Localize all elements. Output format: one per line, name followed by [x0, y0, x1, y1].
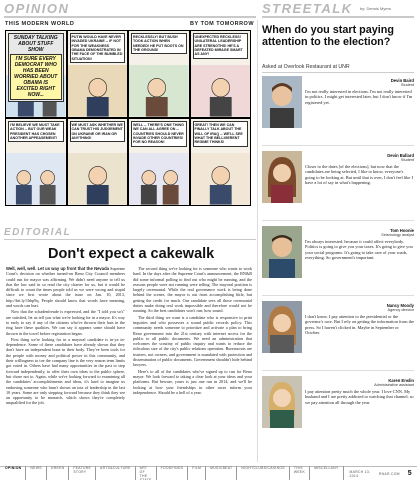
- comic-panel: [68, 31, 128, 117]
- editorial-label: EDITORIAL: [4, 227, 72, 238]
- comic-panel-art: [6, 153, 66, 205]
- footer-site[interactable]: RN&R.COM: [378, 471, 400, 476]
- comic-panel-caption: WELL -- THERE'S ONE THING WE CAN ALL AGREE ON -- COUNTRIES SHOULD NEVER INVADE OTHER COUNTRIES! FOR NO REASON!: [131, 121, 187, 147]
- footer-nav-item[interactable]: MISCELLANY: [310, 466, 343, 480]
- section-title-opinion: OPINION: [4, 1, 70, 16]
- footer-nav-item[interactable]: THIS WEEK: [290, 466, 310, 480]
- comic-banner: SUNDAY TALKING: [13, 35, 58, 41]
- footer-section-nav: [5, 466, 344, 480]
- streetalk-person: [262, 226, 414, 296]
- comic-panel: [68, 119, 128, 205]
- editorial-paragraph: Now that the schadenfreude is expressed, and the "I told you so's" are satisfied, let us tell you what we're looking for in a mayor. It's way to early to say if any of the citizens who've thrown their hats in the ring have these qualities. We can say it appears some should have thrown in the towel before registration began.: [6, 309, 125, 336]
- comic-panel: [129, 31, 189, 117]
- streetalk-location: Asked at Overlook Restaurant at UNR: [262, 64, 350, 70]
- section-title-streetalk: STREETALK: [262, 1, 353, 16]
- comic-panel-caption: GREAT! THEN WE CAN FINALLY TALK ABOUT THE WILL OF IRAQ -- WE'LL SEE WHAT THE BELLIGERENT REGIME THINKS!: [193, 121, 249, 147]
- comic-title: THIS MODERN WORLD: [5, 21, 75, 27]
- person-name: Nancy Moody: [386, 303, 414, 308]
- person-role: Student: [400, 158, 414, 162]
- person-photo: [262, 76, 302, 128]
- streetalk-question: When do you start paying attention to the election?: [262, 24, 394, 48]
- person-role: Agency director: [387, 308, 414, 312]
- person-quote: I don't know. I pay attention to the presidential or the governor's race. But I rely on getting the information from the press. So I haven't clicked in. Maybe in September or October.: [305, 314, 414, 336]
- person-name: Devin Baird: [390, 78, 414, 83]
- comic-panel: [191, 31, 251, 117]
- comic-strip: [5, 30, 251, 206]
- footer-nav-item[interactable]: GREEN: [47, 466, 70, 480]
- person-photo: [262, 226, 302, 278]
- footer-nav-item[interactable]: NIGHTCLUBS/CASINOS: [237, 466, 289, 480]
- comic-panel-art: [129, 153, 189, 205]
- comic-panel-caption: [8, 33, 64, 102]
- editorial-lead-in: Well, well, well. Let us way up front that the Nevada: [6, 266, 109, 271]
- comic-panel: [129, 119, 189, 205]
- streetalk-person: [262, 151, 414, 221]
- comic-caption-box: I'M SURE EVERY DEMOCRAT WHO HAS BEEN WORRIED ABOUT OBAMA IS EXCITED RIGHT NOW...: [10, 54, 62, 100]
- person-name: Tom Hoonie: [390, 228, 414, 233]
- comic-panel-caption: RECKLESSLY! BUT BUSH TOOK ACTION WHEN NEEDED! HE PUT BOOTS ON THE GROUND!: [131, 33, 187, 54]
- streetalk-person: [262, 76, 414, 146]
- editorial-paragraph: [6, 266, 125, 308]
- streetalk-byline: by: Dennis Myers: [360, 6, 391, 11]
- streetalk-head-rule: [262, 16, 414, 18]
- person-divider: [262, 370, 414, 371]
- streetalk-person: [262, 376, 414, 446]
- footer-nav-item[interactable]: FOODFINDS: [157, 466, 189, 480]
- comic-panel-caption: WE MUST ASK WHETHER WE CAN TRUST HIS JUDGEMENT ON UKRAINE OR IRAN OR ANYTHING!: [70, 121, 126, 142]
- person-role: Administrative assistant: [374, 383, 414, 387]
- comic-panel-caption: I'M BELIEVE WE MUST TAKE ACTION -- BUT OUR WEAK PRESIDENT HAS CHOSEN ANOTHER APPEASEMENT!: [8, 121, 64, 142]
- person-photo: [262, 151, 302, 203]
- editorial-paragraph: First thing we're looking for in a mayoral candidate is in-ya in-dependence. Some of these candidates have already shown that they don't have an independent bone in their body. They've been tools for the people with money and political power in this community, and their willingness to toe the company line is the very reason term limits got voted in. Others have had many opportunities in the past to step forward independently, to offer their own ideas to the public sphere, but chose not to. Again, while we're looking forward to examining all the candidates' accomplishments and ideas, it's hard to imagine us endorsing someone who hasn't shown an iota of leadership in the last 10 years. Some are only stepping forward because they think they see an opportunity to be monarch, which shows they're completely unqualified for the job.: [6, 336, 125, 406]
- person-photo: [262, 376, 302, 428]
- footer-nav-item[interactable]: NEWS: [26, 466, 46, 480]
- comic-panel-art: [68, 153, 128, 205]
- opinion-head-rule: [4, 16, 256, 18]
- footer-nav-item[interactable]: OPINION: [5, 466, 26, 480]
- page-footer: [0, 466, 417, 480]
- page-number: 5: [407, 470, 412, 477]
- person-divider: [262, 220, 414, 221]
- comic-byline: BY TOM TOMORROW: [190, 21, 255, 27]
- comic-panel: [6, 31, 66, 117]
- comic-panel-caption: PUTIN WOULD HAVE NEVER INVADED UKRAINE -- IF NOT FOR THE WEAKNESS OBAMA DEMONSTRATED IN THE FACE OF THE BUMBLED SITUATION!: [70, 33, 126, 63]
- editorial-rule: [4, 239, 256, 240]
- comic-banner-sub: ABOUT STUFF SHOW: [18, 41, 54, 53]
- streetalk-person: [262, 301, 414, 371]
- person-quote: I'm always interested, because it could affect everybody. Politics is going to give you your taxes. It's going to give you your social programs. It's going to take care of your roads, everything. So government's important.: [305, 239, 413, 261]
- editorial-column-1: [6, 266, 125, 407]
- editorial-paragraph: The second thing we're looking for is someone who wants to work hard. In the days after the Supreme Court's announcement, the RN&R did some informal polling to find out who might be running, and the reasons people were not running were telling. The mayoral position is largely ceremonial. While the real governance work is being done behind the scenes, the mayor is out front accomplishing little, but getting the credit for much. Our candidate sees all those ceremonial duties make doing real work impossible and therefore would not be running. So the best candidates won't run; how sound.: [133, 266, 252, 314]
- comic-panel: [6, 119, 66, 205]
- person-quote: Closer to the dates [of the elections], but now that the candidates are being selected, I like to know, everyone's going to be looking at. But until that is over, I don't feel like I have a lot of say in what's happening.: [305, 164, 413, 186]
- person-name: Devin Ballard: [387, 153, 414, 158]
- footer-date: MARCH 13, 2014: [349, 469, 371, 478]
- person-quote: I pay attention pretty much the whole year. I love CNN. My husband and I are pretty addicted to watching that channel, so we pay attention all through the year.: [305, 389, 414, 405]
- footer-nav-item[interactable]: FEATURE STORY: [69, 466, 96, 480]
- comic-panel-art: [191, 153, 251, 205]
- person-divider: [262, 145, 414, 146]
- comic-panel-art: [129, 65, 189, 117]
- person-photo: [262, 301, 302, 353]
- footer-nav-item[interactable]: FILM: [188, 466, 206, 480]
- editorial-headline: Don't expect a cakewalk: [48, 246, 215, 262]
- comic-panel-caption: UNEXPECTED RECKLESS! UNILATERAL LEADERSHIP ARE STRENGTHS! HE'S A DEFEATED MIRAGE SMART AS ANY!: [193, 33, 249, 59]
- comic-panel: [191, 119, 251, 205]
- editorial-text: Supreme Court's decision on whether turned-on Reno City Council members could run for mayor was affirming. We didn't need anyone to tell us that the law said in so read the city charter for us, but it would be difficult to count the times people told us we were wrong and stupid since we first wrote about the issue on Jan. 10, 2013, http://bit.ly/1hbp9q. People should know that words have meaning, and words can hurt.: [6, 266, 125, 309]
- comic-panel-art: [191, 65, 251, 117]
- editorial-paragraph: Here's to all of the candidates who've signed up to run for Reno mayor. We look forward to taking a clear look at your ideas and your platforms. But beware, yours is just one run in 2014, and we'll be looking at how your friendships in other races inform your independence. Should be a hell of a year.: [133, 368, 252, 395]
- editorial-paragraph: The third thing we want is a candidate who is responsive to print inquiries and who possesses a sound public records policy. This community needs someone to prioritize and activate a plan to bring Reno government into the 21st century with internet access for the public to all public documents. We need an administration that welcomes the scrutiny of public inquiry and wants to reduce the ridiculous size of the city's public relations operation. Bureaucrats are trustees, not owners, and government is mandated with protection and dissemination of public documents. Government shouldn't hide behind lawyers.: [133, 314, 252, 368]
- footer-nav-item[interactable]: ARTS&CULTURE: [96, 466, 136, 480]
- person-role: Seismology analyst: [381, 233, 414, 237]
- streetalk-location-rule: [262, 72, 414, 73]
- person-divider: [262, 295, 414, 296]
- footer-nav-item[interactable]: ART OF THE STATE: [136, 466, 157, 480]
- column-divider: [257, 20, 258, 462]
- footer-nav-item[interactable]: MUSICBEAT: [206, 466, 237, 480]
- person-name: Karen Enslin: [388, 378, 414, 383]
- editorial-column-2: [133, 266, 252, 396]
- comic-panel-art: [68, 65, 128, 117]
- person-role: Student: [400, 83, 414, 87]
- person-quote: I'm not really interested in elections. I'm not really interested in politics. I might get interested later, but I don't know if I'm registered yet.: [305, 89, 413, 105]
